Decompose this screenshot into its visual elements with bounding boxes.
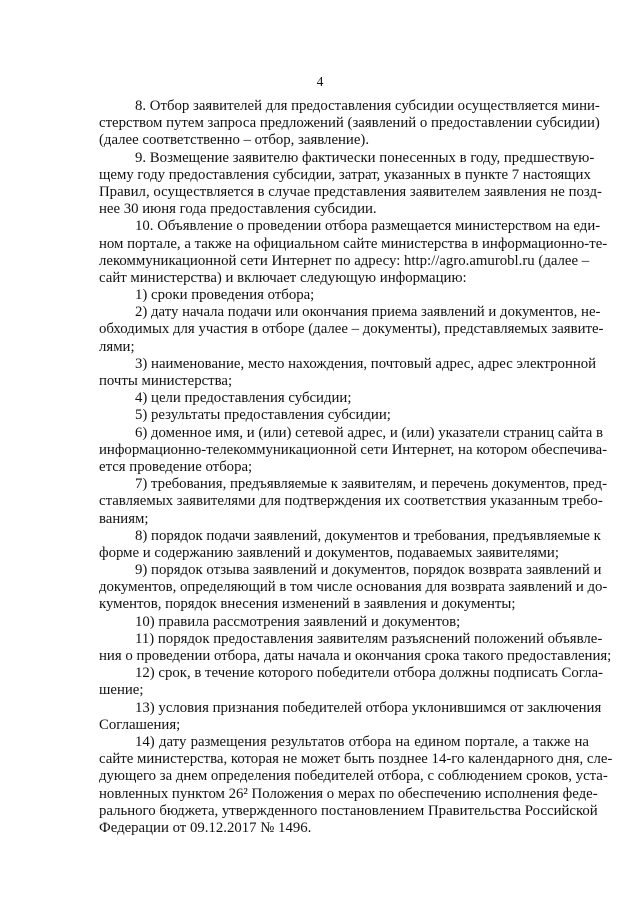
text-line: Федерации от 09.12.2017 № 1496. — [99, 819, 312, 836]
text-line: документов, определяющий в том числе основания для возврата заявлений и до- — [99, 579, 608, 596]
document-body — [99, 98, 613, 837]
text-line: 11) порядок предоставления заявителям разъяснений положений объявле- — [135, 630, 603, 647]
text-line: новленных пунктом 26² Положения о мерах по обеспечению исполнения феде- — [99, 785, 598, 802]
page-number: 4 — [316, 74, 324, 89]
text-line: 7) требования, предъявляемые к заявителям, и перечень документов, пред- — [135, 476, 607, 493]
text-line: почты министерства; — [99, 373, 233, 389]
text-line: ставляемых заявителями для подтверждения их соответствия указанным требо- — [99, 493, 603, 510]
text-line: кументов, порядок внесения изменений в заявления и документы; — [99, 596, 516, 613]
text-line: 12) срок, в течение которого победители отбора должны подписать Согла- — [135, 665, 603, 682]
text-line: 6) доменное имя, и (или) сетевой адрес, и (или) указатели страниц сайта в — [135, 424, 603, 441]
text-line: щему году предоставления субсидии, затрат, указанных в пункте 7 настоящих — [99, 166, 591, 183]
text-line: 10. Объявление о проведении отбора размещается министерством на еди- — [135, 218, 601, 235]
text-line: Правил, осуществляется в случае представления заявителем заявления не позд- — [99, 183, 602, 200]
text-line: лекоммуникационной сети Интернет по адресу: http://agro.amurobl.ru (далее – — [99, 252, 590, 269]
text-line: стерством путем запроса предложений (заявлений о предоставлении субсидии) — [99, 115, 600, 132]
text-line: форме и содержанию заявлений и документов, подаваемых заявителями; — [99, 544, 559, 561]
text-line: ном портале, а также на официальном сайте министерства в информационно-те- — [99, 235, 608, 252]
text-line: 1) сроки проведения отбора; — [135, 287, 315, 304]
text-line: дующего за днем определения победителей отбора, с соблюдением сроков, уста- — [99, 768, 608, 785]
text-line: рального бюджета, утвержденного постановлением Правительства Российской — [99, 802, 598, 819]
text-line: информационно-телекоммуникационной сети Интернет, на котором обеспечива- — [99, 441, 608, 458]
text-line: 14) дату размещения результатов отбора на едином портале, а также на — [135, 733, 589, 750]
text-line: 9. Возмещение заявителю фактически понесенных в году, предшествую- — [135, 149, 595, 166]
text-line: ется проведение отбора; — [99, 458, 253, 475]
text-line: Соглашения; — [99, 716, 181, 733]
text-line: 8. Отбор заявителей для предоставления субсидии осуществляется мини- — [135, 98, 600, 114]
text-line: 5) результаты предоставления субсидии; — [135, 407, 391, 424]
text-line: 2) дату начала подачи или окончания приема заявлений и документов, не- — [135, 304, 601, 321]
text-line: нее 30 июня года предоставления субсидии. — [99, 201, 377, 218]
text-line: 3) наименование, место нахождения, почтовый адрес, адрес электронной — [135, 355, 597, 372]
text-line: 9) порядок отзыва заявлений и документов, порядок возврата заявлений и — [135, 562, 602, 579]
text-line: сайт министерства) и включает следующую информацию: — [99, 269, 467, 286]
text-line: лями; — [99, 338, 135, 355]
text-line: 8) порядок подачи заявлений, документов и требования, предъявляемые к — [135, 527, 601, 544]
text-line: ния о проведении отбора, даты начала и окончания срока такого предоставления; — [99, 648, 612, 664]
text-line: 10) правила рассмотрения заявлений и документов; — [135, 613, 461, 630]
text-line: обходимых для участия в отборе (далее – документы), представляемых заявите- — [99, 321, 604, 338]
text-line: 13) условия признания победителей отбора уклонившимся от заключения — [135, 699, 602, 716]
text-line: ваниям; — [99, 510, 149, 527]
text-line: 4) цели предоставления субсидии; — [135, 390, 352, 407]
text-line: (далее соответственно – отбор, заявление). — [99, 132, 370, 149]
text-line: сайте министерства, которая не может быть позднее 14-го календарного дня, сле- — [99, 751, 613, 768]
text-line: шение; — [99, 682, 144, 699]
